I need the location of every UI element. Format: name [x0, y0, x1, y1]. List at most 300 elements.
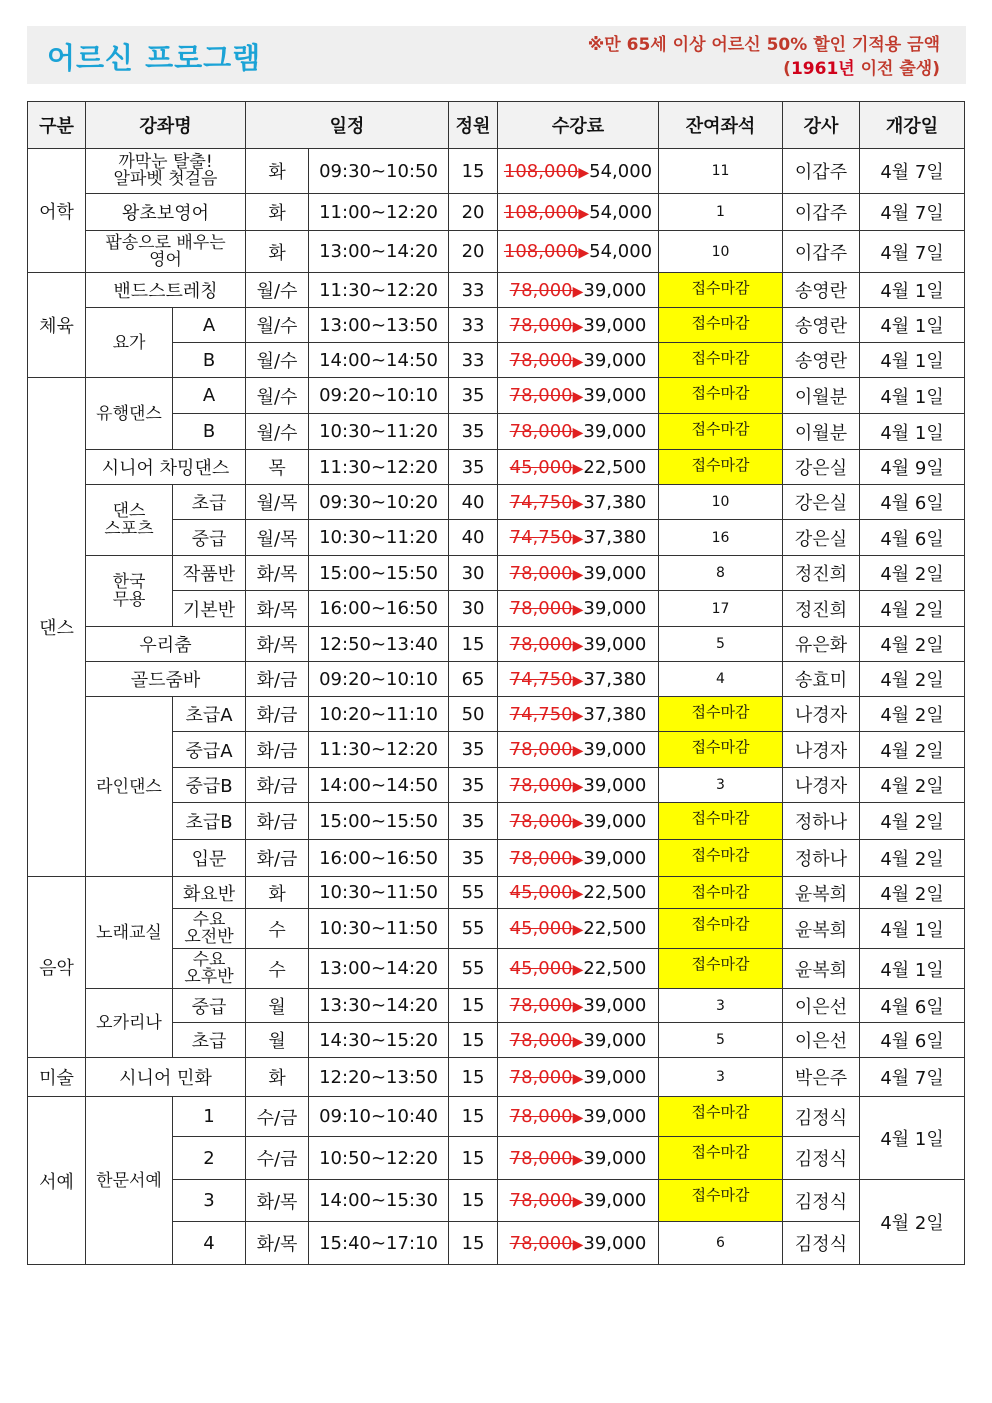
course-fee	[498, 768, 659, 803]
course-capacity: 20	[449, 194, 498, 231]
course-capacity: 15	[449, 1222, 498, 1265]
discounted-fee: 39,000	[583, 279, 647, 301]
course-day: 월/목	[246, 520, 309, 556]
seats-closed-badge: 접수마감	[659, 877, 783, 909]
discounted-fee: 54,000	[589, 241, 653, 262]
discounted-fee: 37,380	[583, 491, 647, 513]
page-title: 어르신 프로그램	[47, 41, 262, 75]
discounted-fee: 22,500	[583, 882, 647, 903]
course-name: 초급B	[173, 803, 246, 840]
course-time: 15:00~15:50	[309, 803, 449, 840]
course-name: 골드줌바	[86, 662, 246, 697]
course-capacity: 35	[449, 840, 498, 877]
course-name: 까막눈 탈출! 알파벳 첫걸음	[86, 149, 246, 194]
original-fee: 74,750	[509, 703, 573, 725]
course-name: 왕초보영어	[86, 194, 246, 231]
course-teacher: 나경자	[783, 697, 860, 732]
remaining-seats: 16	[659, 520, 783, 556]
course-fee	[498, 989, 659, 1023]
course-teacher: 이월분	[783, 378, 860, 414]
course-capacity: 40	[449, 485, 498, 520]
table-row	[28, 450, 965, 485]
arrow-icon: ▶	[572, 672, 584, 689]
course-time: 10:30~11:50	[309, 877, 449, 909]
course-start-date: 4월 2일	[860, 556, 965, 591]
arrow-icon: ▶	[572, 602, 584, 618]
course-fee	[498, 1097, 659, 1137]
discounted-fee: 39,000	[583, 314, 647, 336]
seats-closed-badge: 접수마감	[659, 273, 783, 308]
course-day: 화/금	[246, 732, 309, 768]
course-capacity: 55	[449, 877, 498, 909]
course-time: 12:50~13:40	[309, 627, 449, 662]
arrow-icon: ▶	[572, 353, 584, 370]
course-capacity: 35	[449, 450, 498, 485]
col-fee: 수강료	[498, 102, 659, 149]
course-day: 화	[246, 877, 309, 909]
arrow-icon: ▶	[578, 245, 590, 261]
course-start-date: 4월 6일	[860, 485, 965, 520]
arrow-icon: ▶	[572, 851, 584, 868]
course-name: 중급	[173, 989, 246, 1023]
arrow-icon: ▶	[572, 778, 584, 795]
course-day: 월/수	[246, 414, 309, 450]
table-row	[28, 149, 965, 194]
col-category: 구분	[28, 102, 86, 149]
discount-note	[588, 33, 940, 81]
original-fee: 78,000	[509, 598, 573, 619]
table-row	[28, 877, 965, 909]
course-day: 화/목	[246, 1180, 309, 1222]
course-day: 화/목	[246, 591, 309, 627]
course-teacher: 이갑주	[783, 194, 860, 231]
course-capacity: 35	[449, 732, 498, 768]
arrow-icon: ▶	[572, 743, 584, 759]
course-day: 목	[246, 450, 309, 485]
discounted-fee: 39,000	[583, 1066, 647, 1088]
course-time: 13:00~13:50	[309, 308, 449, 343]
course-time: 09:30~10:50	[309, 149, 449, 194]
discount-note-line2	[588, 57, 940, 81]
course-start-date: 4월 6일	[860, 1023, 965, 1058]
discounted-fee: 39,000	[583, 349, 647, 371]
arrow-icon: ▶	[572, 1110, 584, 1126]
course-name: 시니어 민화	[86, 1058, 246, 1097]
course-start-date: 4월 1일	[860, 378, 965, 414]
course-fee	[498, 273, 659, 308]
col-schedule: 일정	[246, 102, 449, 149]
course-capacity: 33	[449, 343, 498, 378]
remaining-seats: 1	[659, 194, 783, 231]
course-fee	[498, 697, 659, 732]
original-fee: 78,000	[509, 349, 573, 371]
original-fee: 74,750	[509, 491, 573, 513]
discounted-fee: 39,000	[583, 598, 647, 619]
course-fee	[498, 343, 659, 378]
course-start-date: 4월 1일	[860, 414, 965, 450]
course-name: 4	[173, 1222, 246, 1265]
course-start-date: 4월 2일	[860, 877, 965, 909]
course-time: 11:30~12:20	[309, 732, 449, 768]
col-course: 강좌명	[86, 102, 246, 149]
course-day: 월/목	[246, 485, 309, 520]
course-day: 수	[246, 909, 309, 949]
remaining-seats: 8	[659, 556, 783, 591]
course-time: 15:40~17:10	[309, 1222, 449, 1265]
original-fee: 78,000	[509, 1190, 573, 1211]
course-time: 14:00~15:30	[309, 1180, 449, 1222]
seats-closed-badge: 접수마감	[659, 909, 783, 949]
course-name: B	[173, 343, 246, 378]
table-row	[28, 194, 965, 231]
remaining-seats: 3	[659, 1058, 783, 1097]
course-fee	[498, 627, 659, 662]
course-fee	[498, 803, 659, 840]
course-capacity: 65	[449, 662, 498, 697]
course-start-date: 4월 6일	[860, 520, 965, 556]
discounted-fee: 39,000	[583, 1106, 647, 1127]
course-time: 09:20~10:10	[309, 378, 449, 414]
course-time: 11:00~12:20	[309, 194, 449, 231]
course-teacher: 윤복희	[783, 909, 860, 949]
course-time: 16:00~16:50	[309, 591, 449, 627]
course-fee	[498, 378, 659, 414]
course-start-date: 4월 1일	[860, 909, 965, 949]
course-fee	[498, 556, 659, 591]
discounted-fee: 39,000	[583, 810, 647, 832]
course-start-date: 4월 1일	[860, 343, 965, 378]
table-row	[28, 485, 965, 520]
table-row	[28, 556, 965, 591]
discounted-fee: 22,500	[583, 918, 647, 939]
course-fee	[498, 1222, 659, 1265]
course-teacher: 송영란	[783, 343, 860, 378]
original-fee: 78,000	[509, 1029, 573, 1051]
course-fee	[498, 840, 659, 877]
remaining-seats: 5	[659, 1023, 783, 1058]
course-group-cell: 라인댄스	[86, 697, 173, 877]
original-fee: 78,000	[509, 995, 573, 1016]
arrow-icon: ▶	[572, 886, 584, 902]
original-fee: 108,000	[503, 201, 579, 223]
course-day: 화/금	[246, 768, 309, 803]
remaining-seats: 4	[659, 662, 783, 697]
arrow-icon: ▶	[572, 1194, 584, 1210]
course-name: 수요 오후반	[173, 949, 246, 989]
course-start-date: 4월 2일	[860, 840, 965, 877]
discounted-fee: 39,000	[583, 562, 647, 584]
original-fee: 78,000	[509, 774, 573, 796]
course-fee	[498, 662, 659, 697]
course-start-date: 4월 1일	[860, 273, 965, 308]
course-fee	[498, 909, 659, 949]
course-name: A	[173, 308, 246, 343]
course-capacity: 55	[449, 949, 498, 989]
course-name: 중급B	[173, 768, 246, 803]
course-capacity: 15	[449, 1137, 498, 1180]
course-capacity: 15	[449, 989, 498, 1023]
course-day: 수/금	[246, 1097, 309, 1137]
course-teacher: 김정식	[783, 1097, 860, 1137]
discounted-fee: 37,380	[583, 703, 647, 725]
course-day: 화/금	[246, 697, 309, 732]
discounted-fee: 22,500	[583, 958, 647, 979]
course-fee	[498, 231, 659, 273]
remaining-seats: 11	[659, 149, 783, 194]
course-capacity: 35	[449, 378, 498, 414]
course-fee	[498, 194, 659, 231]
seats-closed-badge: 접수마감	[659, 308, 783, 343]
original-fee: 78,000	[509, 1147, 573, 1169]
course-teacher: 유은화	[783, 627, 860, 662]
course-start-date: 4월 2일	[860, 768, 965, 803]
arrow-icon: ▶	[572, 318, 584, 335]
course-capacity: 35	[449, 414, 498, 450]
course-teacher: 윤복희	[783, 877, 860, 909]
course-start-date: 4월 2일	[860, 803, 965, 840]
course-teacher: 이은선	[783, 989, 860, 1023]
course-fee	[498, 1023, 659, 1058]
course-fee	[498, 485, 659, 520]
course-name: 기본반	[173, 591, 246, 627]
table-row	[28, 308, 965, 343]
arrow-icon: ▶	[572, 1236, 584, 1253]
course-start-date: 4월 7일	[860, 149, 965, 194]
note-rest: 이전 출생)	[854, 59, 940, 79]
birth-year: 1961년	[790, 59, 855, 79]
course-group-cell: 댄스 스포츠	[86, 485, 173, 556]
course-fee	[498, 308, 659, 343]
course-teacher: 이은선	[783, 1023, 860, 1058]
course-teacher: 정하나	[783, 840, 860, 877]
original-fee: 78,000	[509, 810, 573, 832]
course-fee	[498, 149, 659, 194]
course-time: 10:30~11:20	[309, 520, 449, 556]
arrow-icon: ▶	[572, 389, 584, 405]
course-start-date: 4월 2일	[860, 591, 965, 627]
course-day: 수/금	[246, 1137, 309, 1180]
discounted-fee: 39,000	[583, 847, 647, 869]
course-capacity: 33	[449, 308, 498, 343]
course-teacher: 김정식	[783, 1222, 860, 1265]
course-name: 시니어 차밍댄스	[86, 450, 246, 485]
course-start-date: 4월 7일	[860, 231, 965, 273]
course-capacity: 15	[449, 1097, 498, 1137]
original-fee: 74,750	[509, 668, 573, 690]
category-cell: 미술	[28, 1058, 86, 1097]
remaining-seats: 10	[659, 231, 783, 273]
original-fee: 78,000	[509, 739, 573, 760]
original-fee: 45,000	[509, 918, 573, 939]
course-teacher: 송효미	[783, 662, 860, 697]
seats-closed-badge: 접수마감	[659, 343, 783, 378]
course-time: 10:50~12:20	[309, 1137, 449, 1180]
course-time: 11:30~12:20	[309, 450, 449, 485]
arrow-icon: ▶	[572, 1033, 584, 1050]
original-fee: 45,000	[509, 958, 573, 979]
course-start-date: 4월 6일	[860, 989, 965, 1023]
course-fee	[498, 520, 659, 556]
course-fee	[498, 1180, 659, 1222]
table-body	[28, 149, 965, 1265]
course-time: 10:30~11:20	[309, 414, 449, 450]
course-day: 화/금	[246, 803, 309, 840]
course-day: 월/수	[246, 343, 309, 378]
course-time: 14:30~15:20	[309, 1023, 449, 1058]
course-start-date: 4월 2일	[860, 732, 965, 768]
col-start-date: 개강일	[860, 102, 965, 149]
course-teacher: 윤복희	[783, 949, 860, 989]
course-group-cell: 요가	[86, 308, 173, 378]
original-fee: 78,000	[509, 1066, 573, 1088]
table-row	[28, 378, 965, 414]
course-teacher: 정진희	[783, 556, 860, 591]
course-day: 월/수	[246, 308, 309, 343]
course-capacity: 50	[449, 697, 498, 732]
original-fee: 78,000	[509, 1232, 573, 1254]
course-capacity: 30	[449, 556, 498, 591]
course-start-date: 4월 1일	[860, 308, 965, 343]
note-paren: (	[783, 59, 791, 79]
arrow-icon: ▶	[578, 164, 590, 181]
original-fee: 78,000	[509, 633, 573, 655]
remaining-seats: 17	[659, 591, 783, 627]
course-name: B	[173, 414, 246, 450]
table-header-row	[28, 102, 965, 149]
discounted-fee: 39,000	[583, 1190, 647, 1211]
course-start-date: 4월 2일	[860, 662, 965, 697]
seats-closed-badge: 접수마감	[659, 840, 783, 877]
course-name: 1	[173, 1097, 246, 1137]
discounted-fee: 37,380	[583, 668, 647, 690]
arrow-icon: ▶	[572, 922, 584, 938]
table-row	[28, 231, 965, 273]
arrow-icon: ▶	[572, 425, 584, 441]
course-capacity: 20	[449, 231, 498, 273]
discounted-fee: 39,000	[583, 739, 647, 760]
original-fee: 78,000	[509, 279, 573, 301]
arrow-icon: ▶	[572, 566, 584, 583]
course-name: 초급	[173, 1023, 246, 1058]
course-fee	[498, 450, 659, 485]
course-teacher: 정진희	[783, 591, 860, 627]
table-row	[28, 1058, 965, 1097]
course-time: 09:10~10:40	[309, 1097, 449, 1137]
seats-closed-badge: 접수마감	[659, 450, 783, 485]
course-start-date: 4월 2일	[860, 1180, 965, 1265]
remaining-seats: 10	[659, 485, 783, 520]
table-row	[28, 989, 965, 1023]
seats-closed-badge: 접수마감	[659, 414, 783, 450]
table-row	[28, 662, 965, 697]
course-fee	[498, 732, 659, 768]
course-day: 월/수	[246, 378, 309, 414]
original-fee: 78,000	[509, 847, 573, 869]
course-capacity: 40	[449, 520, 498, 556]
course-day: 월	[246, 1023, 309, 1058]
original-fee: 78,000	[509, 562, 573, 584]
original-fee: 45,000	[509, 882, 573, 903]
table-row	[28, 273, 965, 308]
remaining-seats: 3	[659, 989, 783, 1023]
course-time: 10:30~11:50	[309, 909, 449, 949]
arrow-icon: ▶	[572, 707, 584, 724]
course-day: 월/수	[246, 273, 309, 308]
course-group-cell: 오카리나	[86, 989, 173, 1058]
arrow-icon: ▶	[572, 1070, 584, 1087]
course-teacher: 정하나	[783, 803, 860, 840]
course-name: 초급A	[173, 697, 246, 732]
course-day: 화/금	[246, 662, 309, 697]
course-start-date: 4월 1일	[860, 1097, 965, 1180]
course-day: 화	[246, 194, 309, 231]
discounted-fee: 39,000	[583, 995, 647, 1016]
arrow-icon: ▶	[572, 814, 584, 831]
course-time: 15:00~15:50	[309, 556, 449, 591]
course-time: 14:00~14:50	[309, 768, 449, 803]
discounted-fee: 39,000	[583, 1147, 647, 1169]
seats-closed-badge: 접수마감	[659, 1137, 783, 1180]
course-teacher: 김정식	[783, 1180, 860, 1222]
discounted-fee: 39,000	[583, 774, 647, 796]
arrow-icon: ▶	[578, 205, 590, 222]
discounted-fee: 39,000	[583, 421, 647, 442]
course-name: 화요반	[173, 877, 246, 909]
seats-closed-badge: 접수마감	[659, 949, 783, 989]
course-name: 팝송으로 배우는 영어	[86, 231, 246, 273]
seats-closed-badge: 접수마감	[659, 732, 783, 768]
course-capacity: 15	[449, 1023, 498, 1058]
course-name: 3	[173, 1180, 246, 1222]
course-name: 중급	[173, 520, 246, 556]
course-teacher: 이갑주	[783, 149, 860, 194]
course-name: 우리춤	[86, 627, 246, 662]
course-capacity: 35	[449, 768, 498, 803]
course-capacity: 15	[449, 1180, 498, 1222]
discounted-fee: 39,000	[583, 1232, 647, 1254]
category-cell: 서예	[28, 1097, 86, 1265]
discounted-fee: 39,000	[583, 385, 647, 406]
course-time: 10:20~11:10	[309, 697, 449, 732]
category-cell: 어학	[28, 149, 86, 273]
discount-note-line1: ※만 65세 이상 어르신 50% 할인 기적용 금액	[587, 35, 940, 55]
course-group-cell: 노래교실	[86, 877, 173, 989]
course-name: 중급A	[173, 732, 246, 768]
course-name: 입문	[173, 840, 246, 877]
course-start-date: 4월 2일	[860, 627, 965, 662]
discounted-fee: 54,000	[589, 160, 653, 182]
course-teacher: 이월분	[783, 414, 860, 450]
original-fee: 45,000	[509, 456, 573, 478]
table-row	[28, 697, 965, 732]
course-day: 화	[246, 1058, 309, 1097]
col-seats: 잔여좌석	[659, 102, 783, 149]
course-day: 월	[246, 989, 309, 1023]
discounted-fee: 37,380	[583, 527, 647, 548]
course-day: 화/금	[246, 840, 309, 877]
course-teacher: 박은주	[783, 1058, 860, 1097]
col-capacity: 정원	[449, 102, 498, 149]
course-capacity: 15	[449, 627, 498, 662]
course-name: 2	[173, 1137, 246, 1180]
original-fee: 108,000	[503, 160, 579, 182]
course-day: 화	[246, 149, 309, 194]
course-name: A	[173, 378, 246, 414]
course-time: 14:00~14:50	[309, 343, 449, 378]
course-fee	[498, 591, 659, 627]
course-teacher: 강은실	[783, 450, 860, 485]
category-cell: 댄스	[28, 378, 86, 877]
